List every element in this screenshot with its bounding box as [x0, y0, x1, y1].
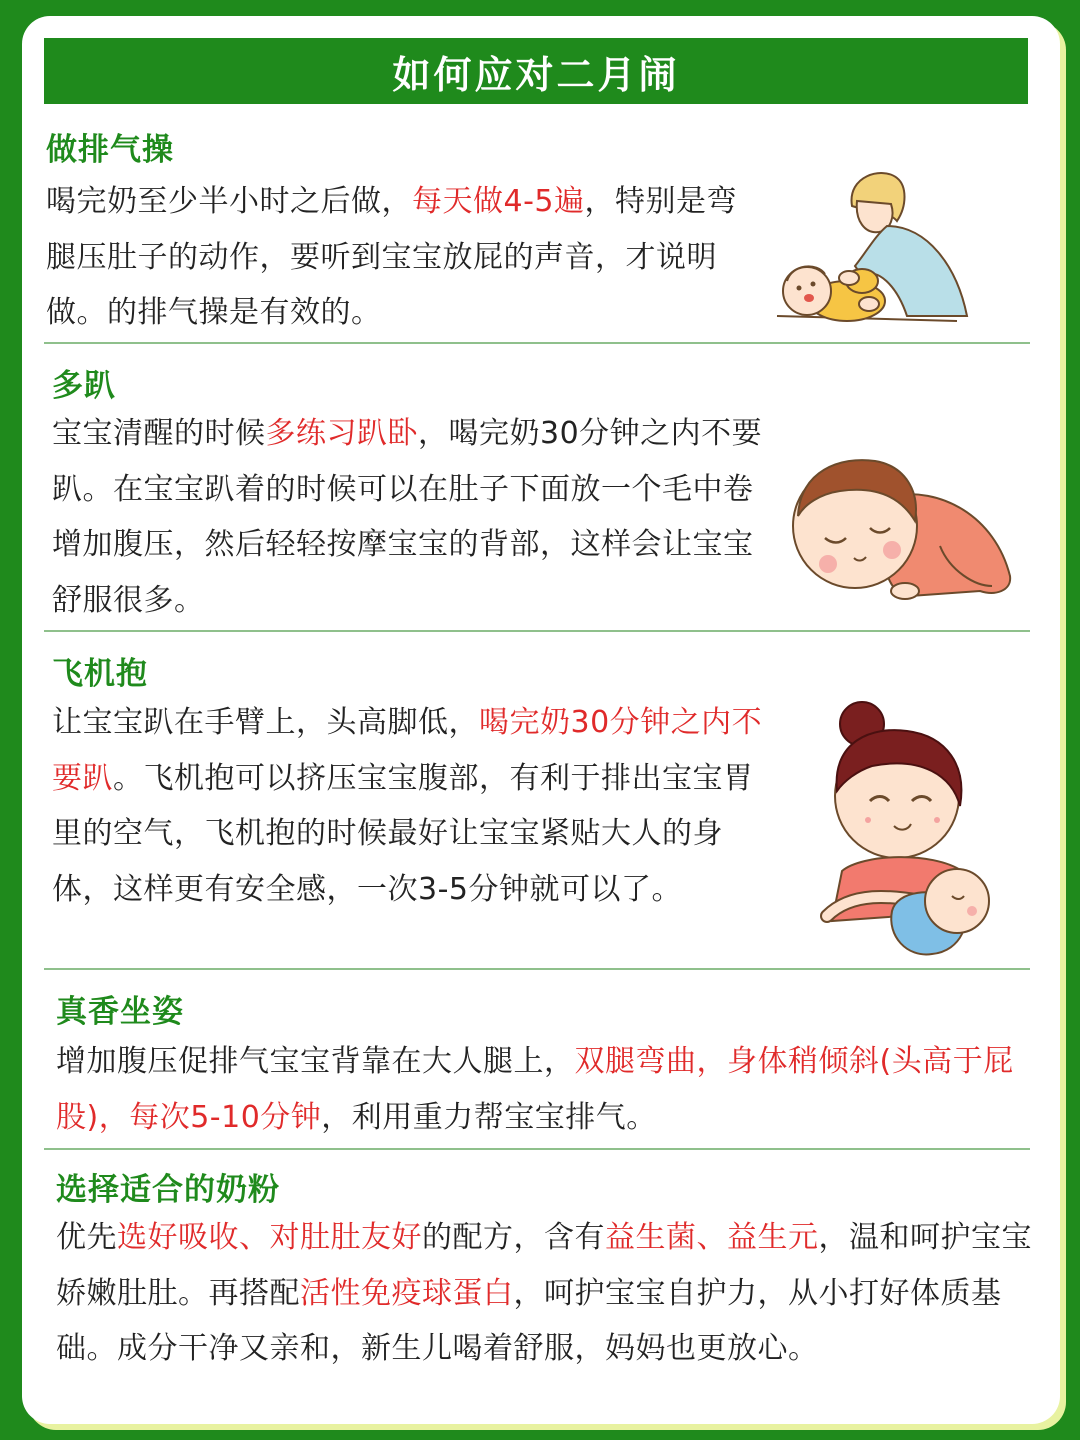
section-body-sitting-posture: 增加腹压促排气宝宝背靠在大人腿上，双腿弯曲，身体稍倾斜(头高于屁股)，每次5-10分钟，利用重力帮宝宝排气。: [56, 1044, 1014, 1135]
title-banner: [44, 38, 1028, 104]
section-body-airplane-hold: 让宝宝趴在手臂上，头高脚低，喝完奶30分钟之内不要趴。飞机抱可以挤压宝宝腹部，有利于排出宝宝胃里的空气，飞机抱的时候最好让宝宝紧贴大人的身体，这样更有安全感，一次3-5分钟就可以了。: [52, 705, 763, 907]
mom-holding-baby-illustration: [812, 696, 992, 966]
section-heading-sitting-posture: 真香坐姿: [56, 994, 184, 1030]
mom-massaging-baby-illustration: [757, 166, 972, 326]
divider: [44, 630, 1030, 632]
page-title: 如何应对二月闹: [392, 52, 680, 97]
section-body-formula: 优先选好吸收、对肚肚友好的配方，含有益生菌、益生元，温和呵护宝宝娇嫩肚肚。再搭配活性免疫球蛋白，呵护宝宝自护力，从小打好体质基础。成分干净又亲和，新生儿喝着舒服，妈妈也更放心。: [56, 1220, 1032, 1366]
section-heading-exercise: 做排气操: [46, 132, 174, 168]
section-heading-airplane-hold: 飞机抱: [52, 656, 148, 692]
section-heading-formula: 选择适合的奶粉: [56, 1172, 280, 1208]
divider: [44, 968, 1030, 970]
section-heading-tummy-time: 多趴: [52, 368, 116, 404]
sleeping-baby-prone-illustration: [780, 446, 1020, 606]
divider: [44, 1148, 1030, 1150]
section-body-tummy-time: 宝宝清醒的时候多练习趴卧，喝完奶30分钟之内不要趴。在宝宝趴着的时候可以在肚子下面放一个毛中卷增加腹压，然后轻轻按摩宝宝的背部，这样会让宝宝舒服很多。: [52, 416, 763, 618]
section-body-exercise: 喝完奶至少半小时之后做，每天做4-5遍，特别是弯腿压肚子的动作，要听到宝宝放屁的声音，才说明做。的排气操是有效的。: [46, 184, 737, 330]
content-card: [22, 16, 1060, 1424]
divider: [44, 342, 1030, 344]
